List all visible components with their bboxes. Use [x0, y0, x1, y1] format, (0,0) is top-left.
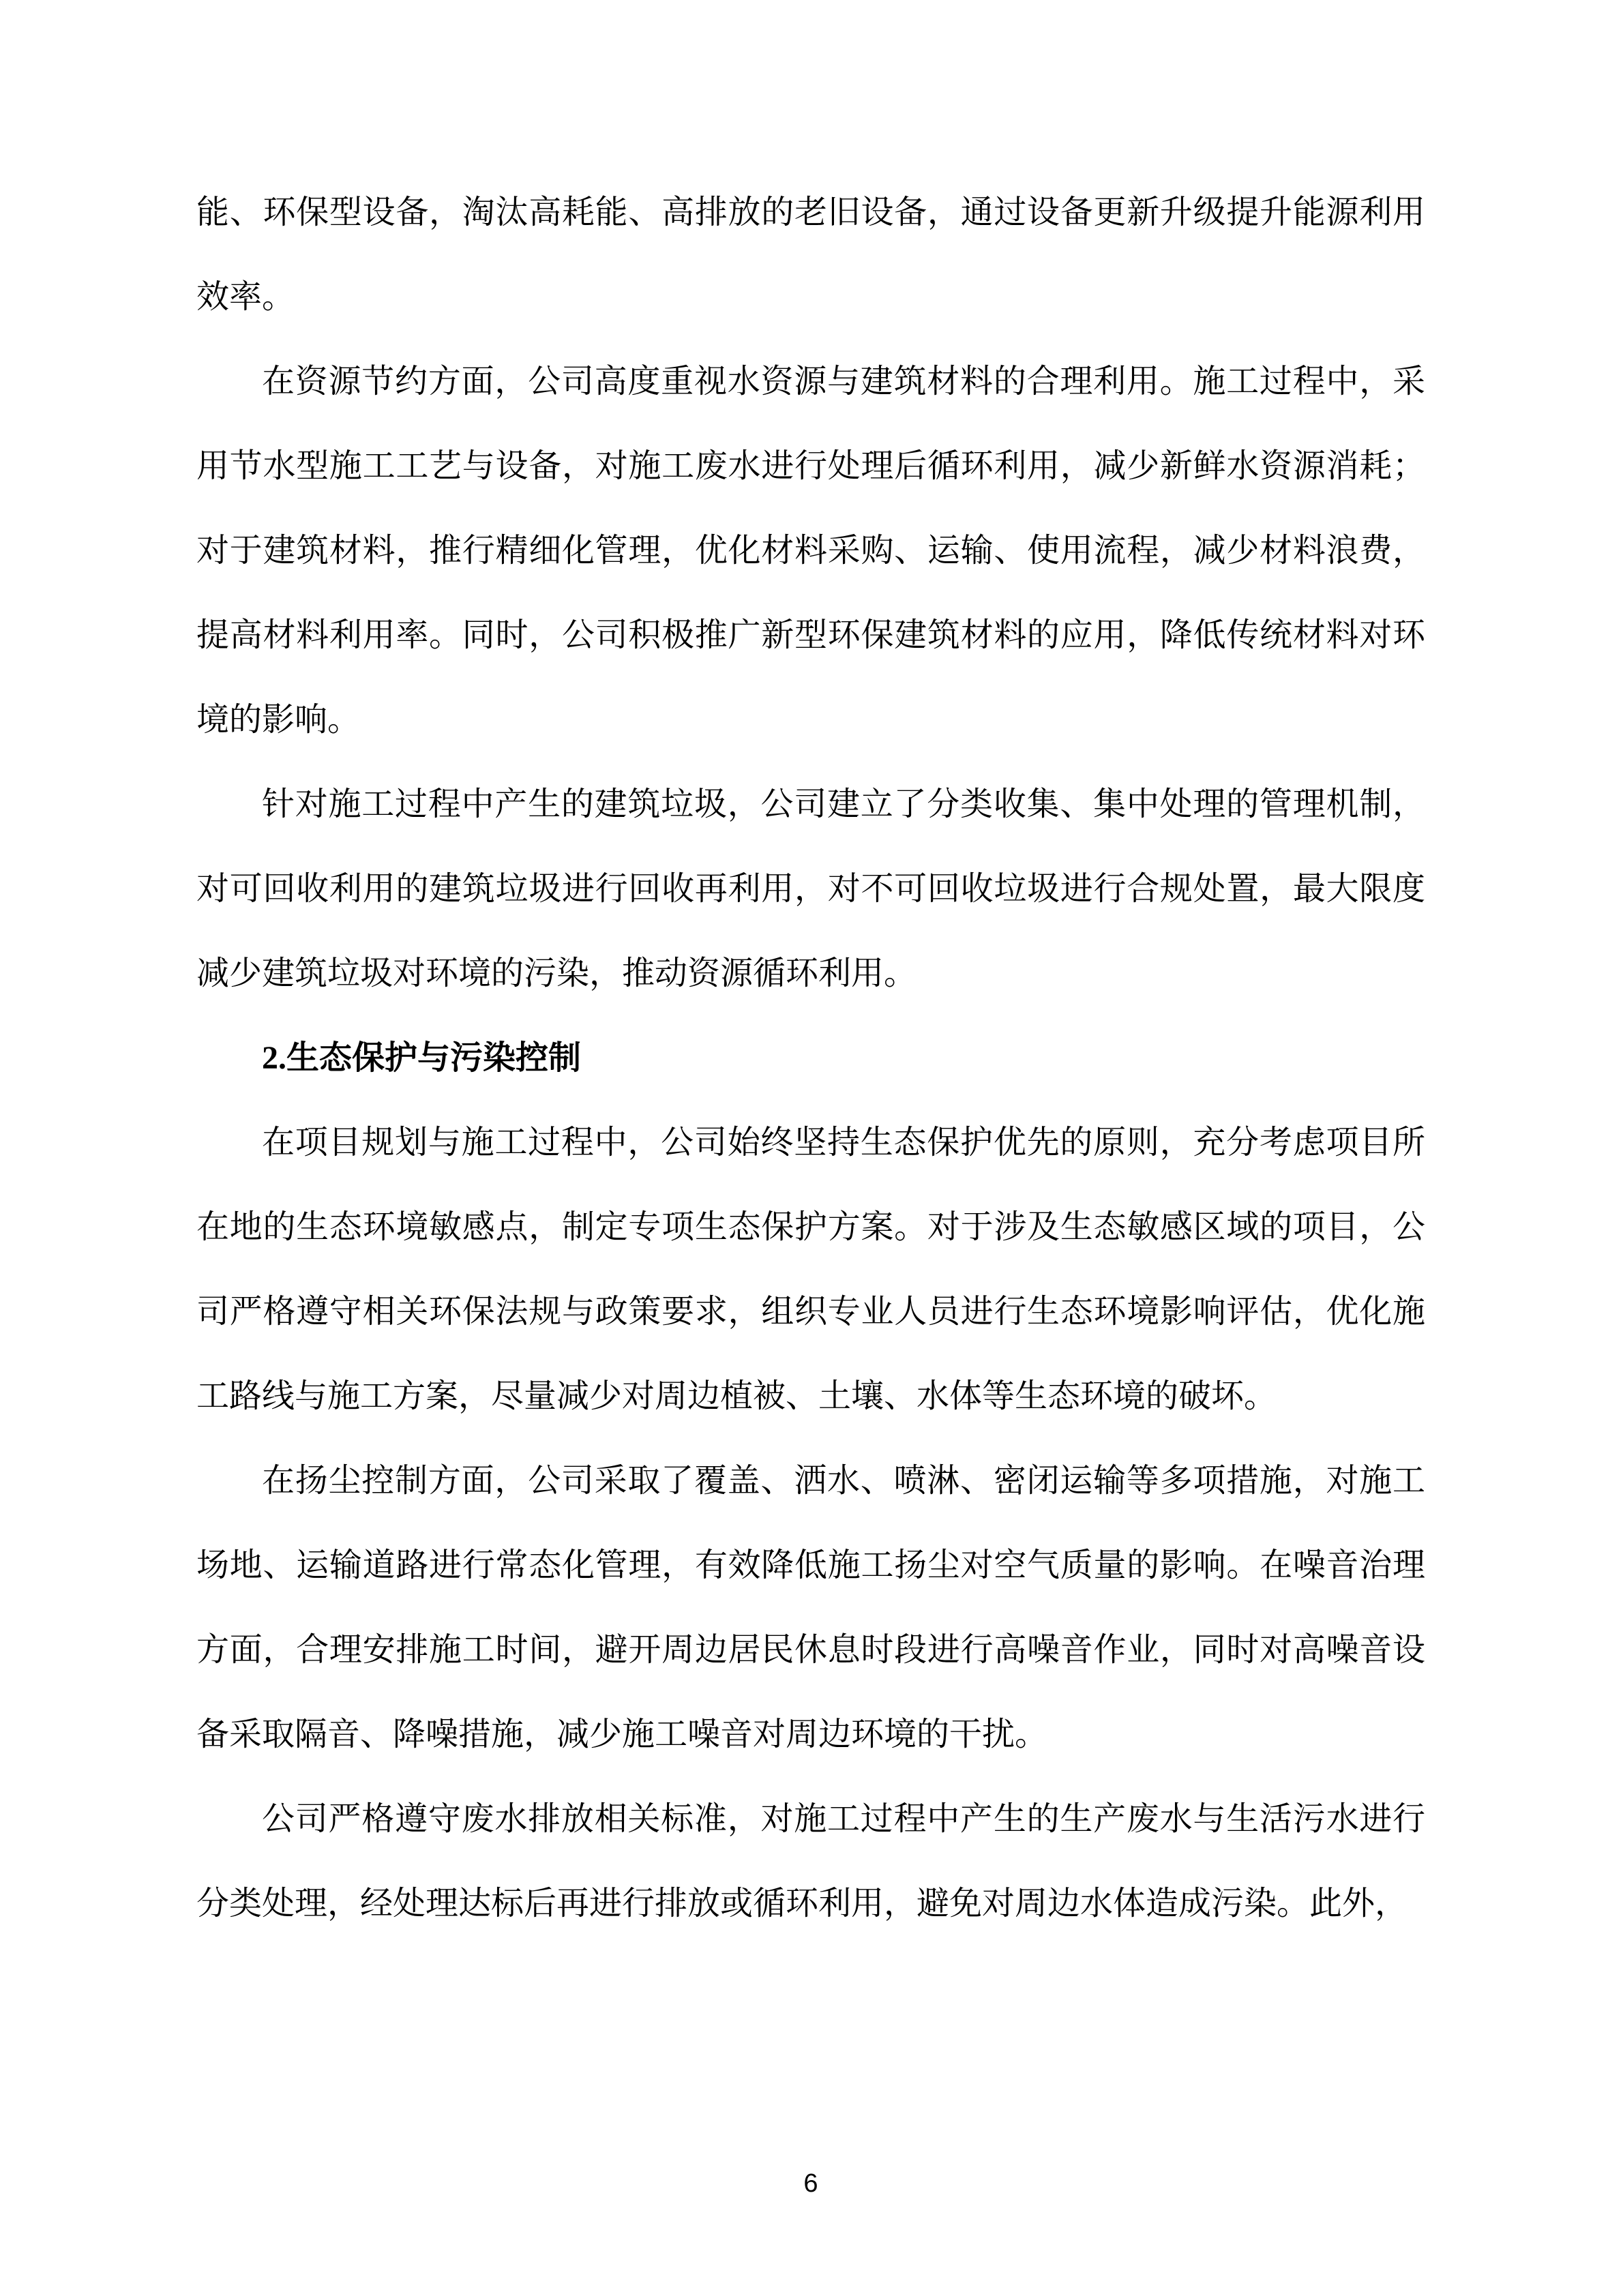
paragraph-dust-and-noise-control: 在扬尘控制方面，公司采取了覆盖、洒水、喷淋、密闭运输等多项措施，对施工场地、运输道路进行常态化管理，有效降低施工扬尘对空气质量的影响。在噪音治理方面，合理安排施工时间，避开周边居民休息时段进行高噪音作业，同时对高噪音设备采取隔音、降噪措施，减少施工噪音对周边环境的干扰。: [196, 1463, 1425, 1753]
paragraph-energy-efficiency-continuation: 能、环保型设备，淘汰高耗能、高排放的老旧设备，通过设备更新升级提升能源利用效率。: [196, 194, 1425, 315]
page-number: 6: [803, 2169, 818, 2198]
paragraph-resource-saving: 在资源节约方面，公司高度重视水资源与建筑材料的合理利用。施工过程中，采用节水型施工工艺与设备，对施工废水进行处理后循环利用，减少新鲜水资源消耗；对于建筑材料，推行精细化管理，优化材料采购、运输、使用流程，减少材料浪费，提高材料利用率。同时，公司积极推广新型环保建筑材料的应用，降低传统材料对环境的影响。: [196, 363, 1425, 738]
paragraph-construction-waste: 针对施工过程中产生的建筑垃圾，公司建立了分类收集、集中处理的管理机制，对可回收利用的建筑垃圾进行回收再利用，对不可回收垃圾进行合规处置，最大限度减少建筑垃圾对环境的污染，推动资源循环利用。: [196, 786, 1425, 992]
paragraph-wastewater-treatment: 公司严格遵守废水排放相关标准，对施工过程中产生的生产废水与生活污水进行分类处理，经处理达标后再进行排放或循环利用，避免对周边水体造成污染。此外，: [196, 1801, 1425, 1922]
paragraph-ecological-protection: 在项目规划与施工过程中，公司始终坚持生态保护优先的原则，充分考虑项目所在地的生态环境敏感点，制定专项生态保护方案。对于涉及生态敏感区域的项目，公司严格遵守相关环保法规与政策要求，组织专业人员进行生态环境影响评估，优化施工路线与施工方案，尽量减少对周边植被、土壤、水体等生态环境的破坏。: [196, 1124, 1425, 1414]
document-body: [196, 170, 1425, 1946]
heading-ecological-protection-and-pollution-control: 2.生态保护与污染控制: [262, 1040, 582, 1076]
